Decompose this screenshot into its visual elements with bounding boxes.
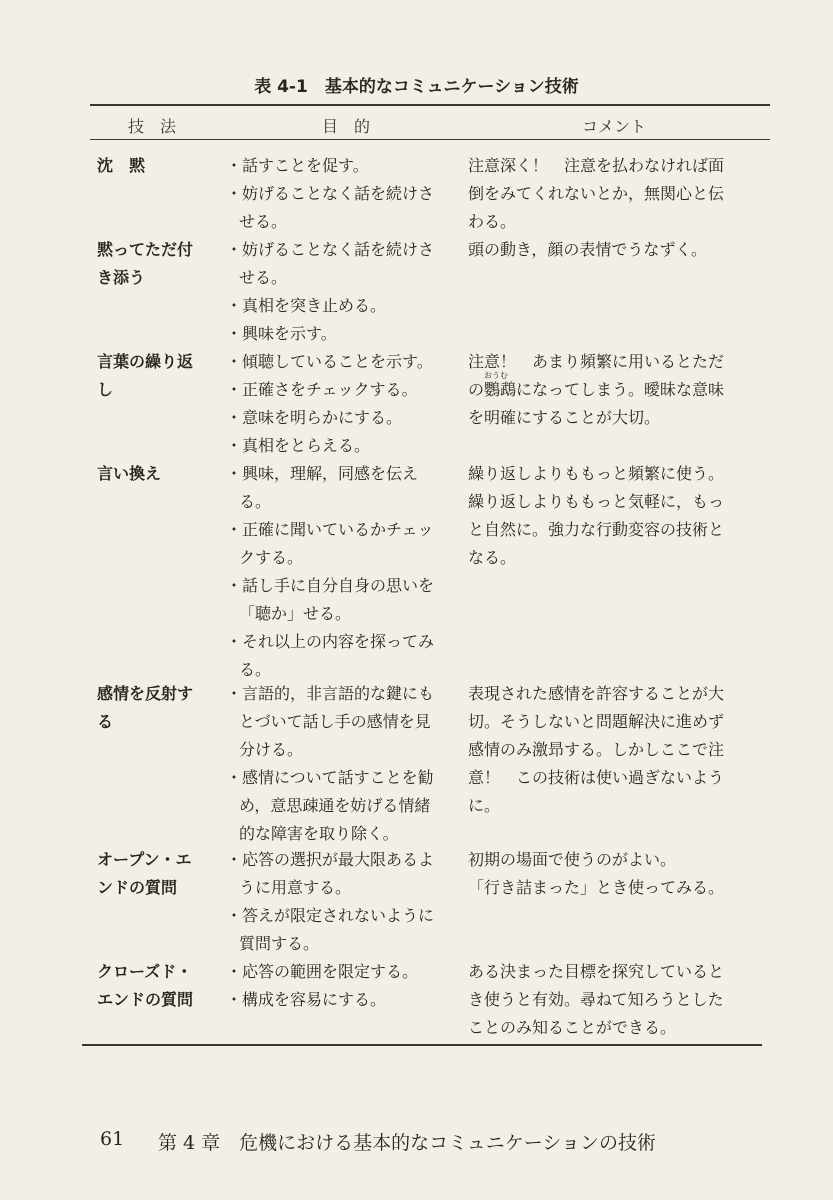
page-number: 61 bbox=[100, 1128, 125, 1150]
purpose-cell bbox=[226, 846, 466, 958]
technique-line: 言い換え bbox=[97, 464, 162, 483]
comment-line: に。 bbox=[468, 796, 501, 815]
purpose-cell bbox=[226, 460, 466, 684]
purpose-line: ・応答の範囲を限定する。 bbox=[226, 962, 419, 981]
technique-line: オープン・エ bbox=[97, 850, 192, 869]
purpose-line: ・妨げることなく話を続けさ bbox=[226, 184, 435, 203]
purpose-line: ・正確さをチェックする。 bbox=[226, 380, 418, 399]
purpose-line: うに用意する。 bbox=[239, 878, 352, 897]
comment-line: 意！ この技術は使い過ぎないよう bbox=[468, 768, 725, 787]
purpose-cell bbox=[226, 348, 466, 460]
comment-line: ことのみ知ることができる。 bbox=[468, 1018, 677, 1037]
comment-cell bbox=[468, 152, 768, 236]
purpose-line: る。 bbox=[239, 492, 272, 511]
purpose-line: クする。 bbox=[239, 548, 304, 567]
technique-line: エンドの質問 bbox=[97, 990, 194, 1009]
technique-line: 沈 黙 bbox=[97, 156, 146, 175]
comment-line: 表現された感情を許容することが大 bbox=[468, 684, 725, 703]
technique-cell bbox=[97, 348, 217, 404]
purpose-line: ・真相を突き止める。 bbox=[226, 296, 387, 315]
comment-cell bbox=[468, 460, 768, 572]
technique-line: る bbox=[97, 712, 114, 731]
technique-line: 黙ってただ付 bbox=[97, 240, 194, 259]
purpose-line: ・興味，理解，同感を伝え bbox=[226, 464, 419, 483]
comment-cell bbox=[468, 846, 768, 902]
technique-line: 感情を反射す bbox=[97, 684, 194, 703]
technique-line: き添う bbox=[97, 268, 146, 287]
purpose-line: せる。 bbox=[239, 212, 288, 231]
technique-line: 言葉の繰り返 bbox=[97, 352, 194, 371]
purpose-line: ・感情について話すことを勧 bbox=[226, 768, 434, 787]
top-rule bbox=[90, 104, 770, 106]
technique-cell bbox=[97, 680, 217, 736]
comment-line: 繰り返しよりももっと気軽に，もっ bbox=[468, 492, 725, 511]
comment-line: 繰り返しよりももっと頻繁に使う。 bbox=[468, 464, 725, 483]
purpose-line: ・応答の選択が最大限あるよ bbox=[226, 850, 435, 869]
purpose-line: ・傾聴していることを示す。 bbox=[226, 352, 433, 371]
comment-line: 初期の場面で使うのがよい。 bbox=[468, 850, 677, 869]
comment-line: と自然に。強力な行動変容の技術と bbox=[468, 520, 725, 539]
purpose-cell bbox=[226, 236, 466, 348]
comment-line: ある決まった目標を探究していると bbox=[468, 962, 725, 981]
purpose-line: 「聴か」せる。 bbox=[239, 604, 352, 623]
header-comment: コメント bbox=[582, 117, 647, 136]
technique-line: し bbox=[97, 380, 114, 399]
comment-line: 倒をみてくれないとか，無関心と伝 bbox=[468, 184, 725, 203]
technique-cell bbox=[97, 958, 217, 1014]
comment-line: 切。そうしないと問題解決に進めず bbox=[468, 712, 725, 731]
purpose-line: せる。 bbox=[239, 268, 288, 287]
purpose-cell bbox=[226, 152, 466, 236]
comment-line: を明確にすることが大切。 bbox=[468, 408, 661, 427]
purpose-line: ・真相をとらえる。 bbox=[226, 436, 371, 455]
purpose-line: ・話し手に自分自身の思いを bbox=[226, 576, 435, 595]
purpose-line: ・意味を明らかにする。 bbox=[226, 408, 403, 427]
purpose-line: ・興味を示す。 bbox=[226, 324, 337, 343]
comment-line: 頭の動き，顔の表情でうなずく。 bbox=[468, 240, 708, 259]
comment-line: 注意！ あまり頻繁に用いるとただ bbox=[468, 352, 725, 371]
comment-line: 感情のみ激昻する。しかしここで注 bbox=[468, 740, 725, 759]
comment-line: の鸚鵡になってしまう。曖昧な意味 bbox=[468, 380, 725, 399]
purpose-line: ・妨げることなく話を続けさ bbox=[226, 240, 435, 259]
technique-line: ンドの質問 bbox=[97, 878, 178, 897]
technique-cell bbox=[97, 236, 217, 292]
ruby-annotation: おうむ bbox=[484, 371, 508, 380]
purpose-line: ・話すことを促す。 bbox=[226, 156, 369, 175]
technique-cell bbox=[97, 152, 217, 180]
header-purpose: 目 的 bbox=[322, 117, 371, 136]
comment-line: わる。 bbox=[468, 212, 517, 231]
comment-line: 注意深く！ 注意を払わなければ面 bbox=[468, 156, 725, 175]
comment-cell bbox=[468, 958, 768, 1042]
purpose-line: る。 bbox=[239, 660, 272, 679]
purpose-line: ・それ以上の内容を探ってみ bbox=[226, 632, 435, 651]
purpose-cell bbox=[226, 680, 466, 848]
chapter-title: 第 4 章 危機における基本的なコミュニケーションの技術 bbox=[158, 1132, 657, 1154]
purpose-line: 分ける。 bbox=[239, 740, 304, 759]
technique-cell bbox=[97, 846, 217, 902]
comment-line: 「行き詰まった」とき使ってみる。 bbox=[468, 878, 725, 897]
technique-line: クローズド・ bbox=[97, 962, 193, 981]
purpose-line: 質問する。 bbox=[239, 934, 320, 953]
purpose-line: 的な障害を取り除く。 bbox=[239, 824, 399, 843]
purpose-line: ・構成を容易にする。 bbox=[226, 990, 387, 1009]
header-rule bbox=[90, 139, 770, 140]
header-technique: 技 法 bbox=[128, 117, 177, 136]
purpose-line: ・正確に聞いているかチェッ bbox=[226, 520, 434, 539]
comment-cell bbox=[468, 680, 768, 820]
comment-cell bbox=[468, 348, 768, 432]
bottom-rule bbox=[82, 1044, 762, 1046]
purpose-line: とづいて話し手の感情を見 bbox=[239, 712, 431, 731]
table-title: 表 4-1 基本的なコミュニケーション技術 bbox=[254, 77, 579, 97]
purpose-line: め，意思疎通を妨げる情緒 bbox=[239, 796, 431, 815]
purpose-cell bbox=[226, 958, 466, 1014]
technique-cell bbox=[97, 460, 217, 488]
comment-cell bbox=[468, 236, 768, 264]
comment-line: なる。 bbox=[468, 548, 517, 567]
purpose-line: ・答えが限定されないように bbox=[226, 906, 435, 925]
purpose-line: ・言語的，非言語的な鍵にも bbox=[226, 684, 435, 703]
comment-line: き使うと有効。尋ねて知ろうとした bbox=[468, 990, 724, 1009]
